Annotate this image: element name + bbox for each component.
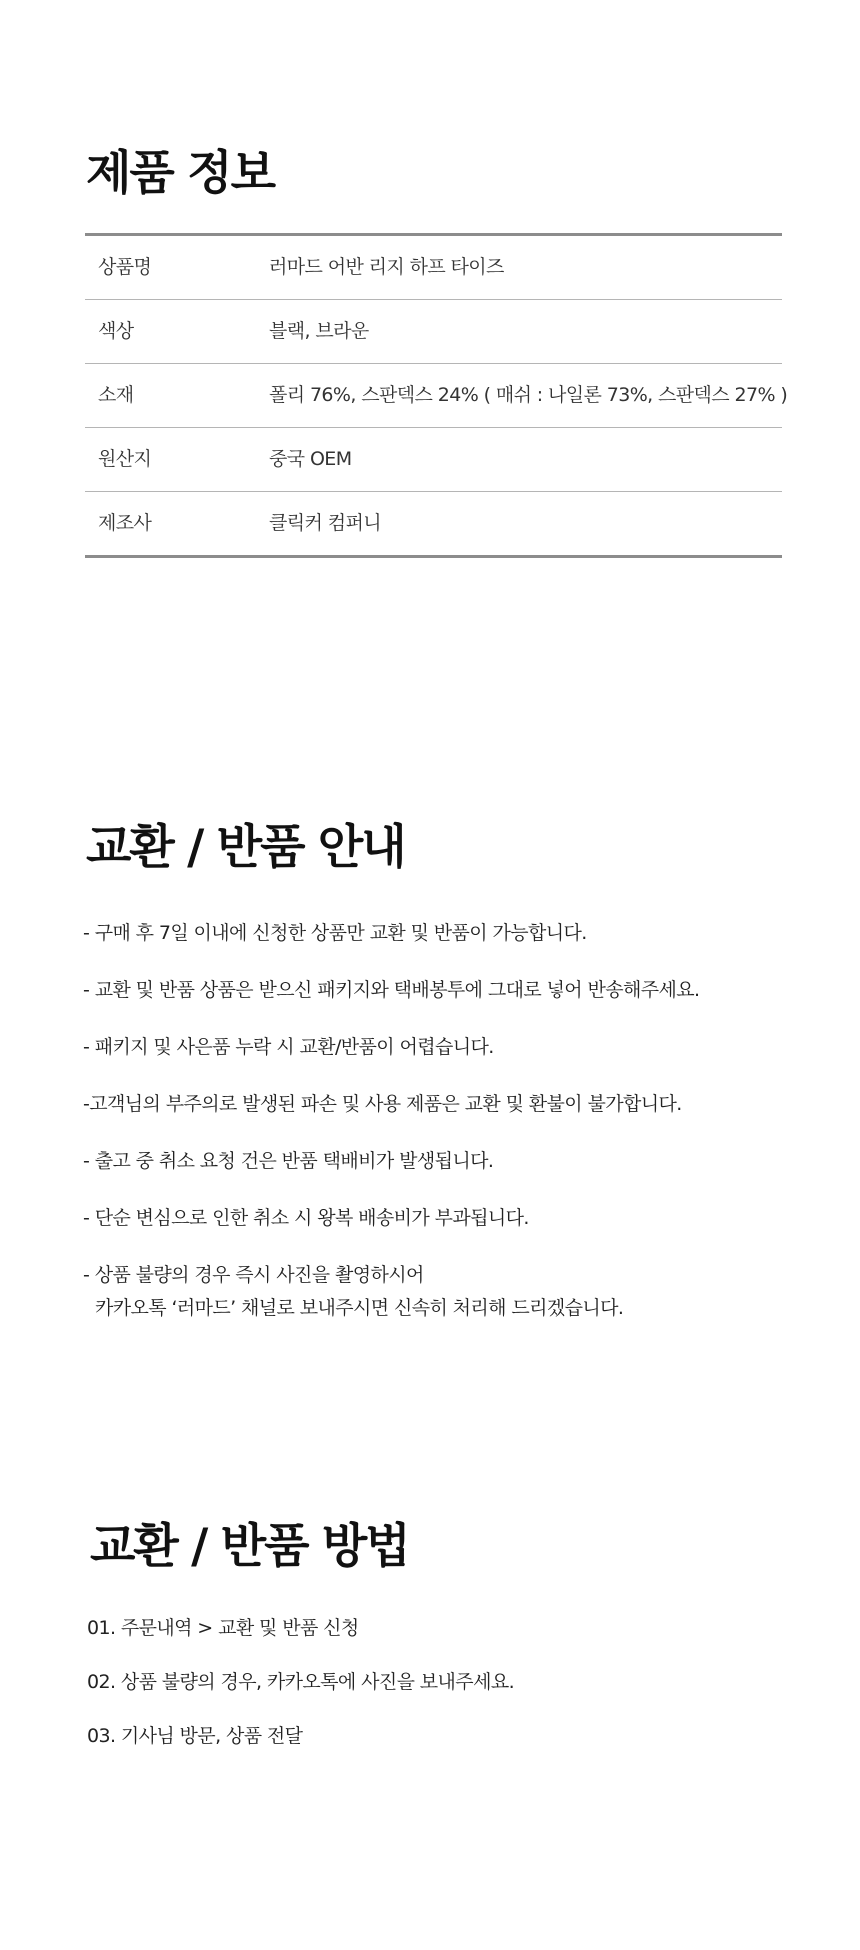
info-row-origin <box>85 428 782 492</box>
info-label: 제조사 <box>98 512 152 534</box>
exchange-guide-list <box>83 917 803 1325</box>
info-row-product-name <box>85 236 782 300</box>
exchange-method-title: 교환 / 반품 방법 <box>90 1519 409 1574</box>
info-value: 폴리 76%, 스판덱스 24% ( 매쉬 : 나일론 73%, 스판덱스 27% ) <box>269 384 788 406</box>
info-value: 클릭커 컴퍼니 <box>269 512 381 534</box>
list-item: - 단순 변심으로 인한 취소 시 왕복 배송비가 부과됩니다. <box>83 1207 529 1229</box>
info-value: 중국 OEM <box>269 448 352 470</box>
step-item: 01. 주문내역 > 교환 및 반품 신청 <box>87 1617 359 1639</box>
info-label: 상품명 <box>98 256 152 278</box>
step-item: 03. 기사님 방문, 상품 전달 <box>87 1725 303 1747</box>
list-item-line: - 상품 불량의 경우 즉시 사진을 촬영하시어 <box>83 1264 424 1286</box>
info-row-color <box>85 300 782 364</box>
list-item-line: 카카오톡 ‘러마드’ 채널로 보내주시면 신속히 처리해 드리겠습니다. <box>95 1297 624 1319</box>
list-item-defect-notice <box>83 1259 803 1325</box>
product-info-table <box>85 233 788 558</box>
list-item: - 출고 중 취소 요청 건은 반품 택배비가 발생됩니다. <box>83 1150 494 1172</box>
exchange-guide-title: 교환 / 반품 안내 <box>86 820 405 875</box>
step-item: 02. 상품 불량의 경우, 카카오톡에 사진을 보내주세요. <box>87 1671 515 1693</box>
exchange-method-list <box>87 1612 787 1774</box>
info-label: 색상 <box>98 320 134 342</box>
list-item: -고객님의 부주의로 발생된 파손 및 사용 제품은 교환 및 환불이 불가합니다. <box>83 1093 682 1115</box>
list-item: - 교환 및 반품 상품은 받으신 패키지와 택배봉투에 그대로 넣어 반송해주세요. <box>83 979 700 1001</box>
list-item: - 패키지 및 사은품 누락 시 교환/반품이 어렵습니다. <box>83 1036 494 1058</box>
list-item: - 구매 후 7일 이내에 신청한 상품만 교환 및 반품이 가능합니다. <box>83 922 587 944</box>
info-label: 원산지 <box>98 448 152 470</box>
info-row-manufacturer <box>85 492 782 555</box>
info-value: 블랙, 브라운 <box>269 320 369 342</box>
info-row-material <box>85 364 788 428</box>
product-info-title: 제품 정보 <box>86 146 274 201</box>
info-label: 소재 <box>98 384 134 406</box>
info-value: 러마드 어반 리지 하프 타이즈 <box>269 256 504 278</box>
